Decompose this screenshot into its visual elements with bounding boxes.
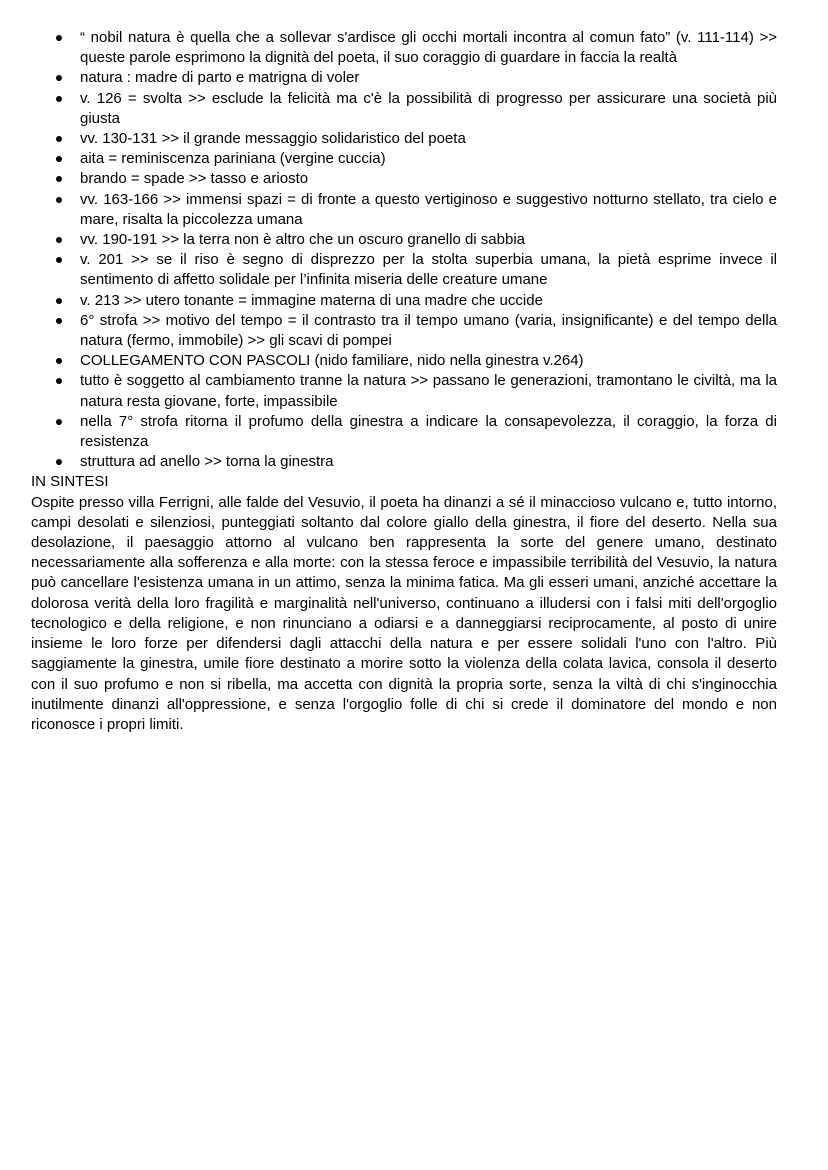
list-item <box>80 351 777 371</box>
summary-heading: IN SINTESI <box>31 473 109 491</box>
list-item-text: nella 7° strofa ritorna il profumo della ginestra a indicare la consapevolezza, il coraggio, la forza di resistenza <box>80 412 777 451</box>
list-item <box>80 311 777 351</box>
summary-paragraph: Ospite presso villa Ferrigni, alle falde del Vesuvio, il poeta ha dinanzi a sé il minaccioso vulcano e, tutto intorno, campi desolati e silenziosi, punteggiati soltanto dal colore giallo della ginestra, il fiore del deserto. Nella sua desolazione, il paesaggio attorno al vulcano ben rappresenta la sorte del genere umano, destinato necessariamente alla sofferenza e alla morte: con la stessa feroce e impassibile terribilità del Vesuvio, la natura può cancellare l'esistenza umana in un attimo, senza la minima fatica. Ma gli esseri umani, anziché accettare la dolorosa verità della loro fragilità e marginalità nell'universo, continuano a illudersi con i falsi miti dell'orgoglio tecnologico e della religione, e non rinunciano a odiarsi e a danneggiarsi reciprocamente, al posto di unire insieme le loro forze per difendersi dagli attacchi della natura e per essere solidali l'uno con l'altro. Più saggiamente la ginestra, umile fiore destinato a morire sotto la violenza della colata lavica, consola il deserto con il suo profumo e non si ribella, ma accetta con dignità la propria sorte, senza la viltà di chi s'inginocchia inutilmente dinanzi all'oppressione, e senza l'orgoglio folle di chi si crede il dominatore del mondo e non riconosce i propri limiti. <box>31 493 777 733</box>
list-item-text: vv. 190-191 >> la terra non è altro che un oscuro granello di sabbia <box>80 231 526 249</box>
notes-bullet-list <box>0 28 828 472</box>
list-item <box>80 452 777 472</box>
bullet-icon <box>56 298 62 304</box>
list-item-text: v. 201 >> se il riso è segno di disprezzo per la stolta superbia umana, la pietà esprime invece il sentimento di affetto solidale per l’infinita miseria delle creature umane <box>80 251 777 289</box>
list-item <box>80 371 777 411</box>
list-item <box>80 169 777 189</box>
list-item <box>80 89 777 129</box>
bullet-icon <box>56 378 62 384</box>
list-item-text: vv. 163-166 >> immensi spazi = di fronte a questo vertiginoso e suggestivo notturno stellato, tra cielo e mare, risalta la piccolezza umana <box>80 190 777 228</box>
bullet-icon <box>56 75 62 81</box>
bullet-icon <box>56 176 62 182</box>
list-item <box>80 412 777 452</box>
bullet-icon <box>56 156 62 162</box>
list-item <box>80 291 777 311</box>
list-item <box>80 250 777 290</box>
list-item-text: natura : madre di parto e matrigna di voler <box>80 69 360 87</box>
list-item-text: tutto è soggetto al cambiamento tranne la natura >> passano le generazioni, tramontano le civiltà, ma la natura resta giovane, forte, impassibile <box>80 372 777 410</box>
bullet-icon <box>56 35 62 41</box>
list-item <box>80 190 777 230</box>
bullet-icon <box>56 96 62 102</box>
list-item-text: brando = spade >> tasso e ariosto <box>80 170 309 188</box>
list-item-text: v. 126 = svolta >> esclude la felicità ma c'è la possibilità di progresso per assicurare una società più giusta <box>80 89 777 127</box>
bullet-icon <box>56 459 62 465</box>
bullet-icon <box>56 136 62 142</box>
list-item-text: “ nobil natura è quella che a sollevar s'ardisce gli occhi mortali incontra al comun fato” (v. 111-114) >> queste parole esprimono la dignità del poeta, il suo coraggio di guardare in faccia la realtà <box>80 29 777 67</box>
bullet-icon <box>56 419 62 425</box>
list-item <box>80 68 777 88</box>
list-item <box>80 149 777 169</box>
list-item <box>80 129 777 149</box>
document-page <box>0 28 828 735</box>
list-item <box>80 28 777 68</box>
list-item <box>80 230 777 250</box>
list-item-text: aita = reminiscenza pariniana (vergine cuccia) <box>80 150 386 168</box>
bullet-icon <box>56 257 62 263</box>
list-item-text: 6° strofa >> motivo del tempo = il contrasto tra il tempo umano (varia, insignificante) e del tempo della natura (fermo, immobile) >> gli scavi di pompei <box>80 311 777 350</box>
bullet-icon <box>56 318 62 324</box>
bullet-icon <box>56 197 62 203</box>
bullet-icon <box>56 237 62 243</box>
list-item-text: COLLEGAMENTO CON PASCOLI (nido familiare, nido nella ginestra v.264) <box>80 352 584 370</box>
list-item-text: v. 213 >> utero tonante = immagine materna di una madre che uccide <box>80 291 543 309</box>
list-item-text: vv. 130-131 >> il grande messaggio solidaristico del poeta <box>80 130 466 148</box>
list-item-text: struttura ad anello >> torna la ginestra <box>80 453 334 471</box>
bullet-icon <box>56 358 62 364</box>
